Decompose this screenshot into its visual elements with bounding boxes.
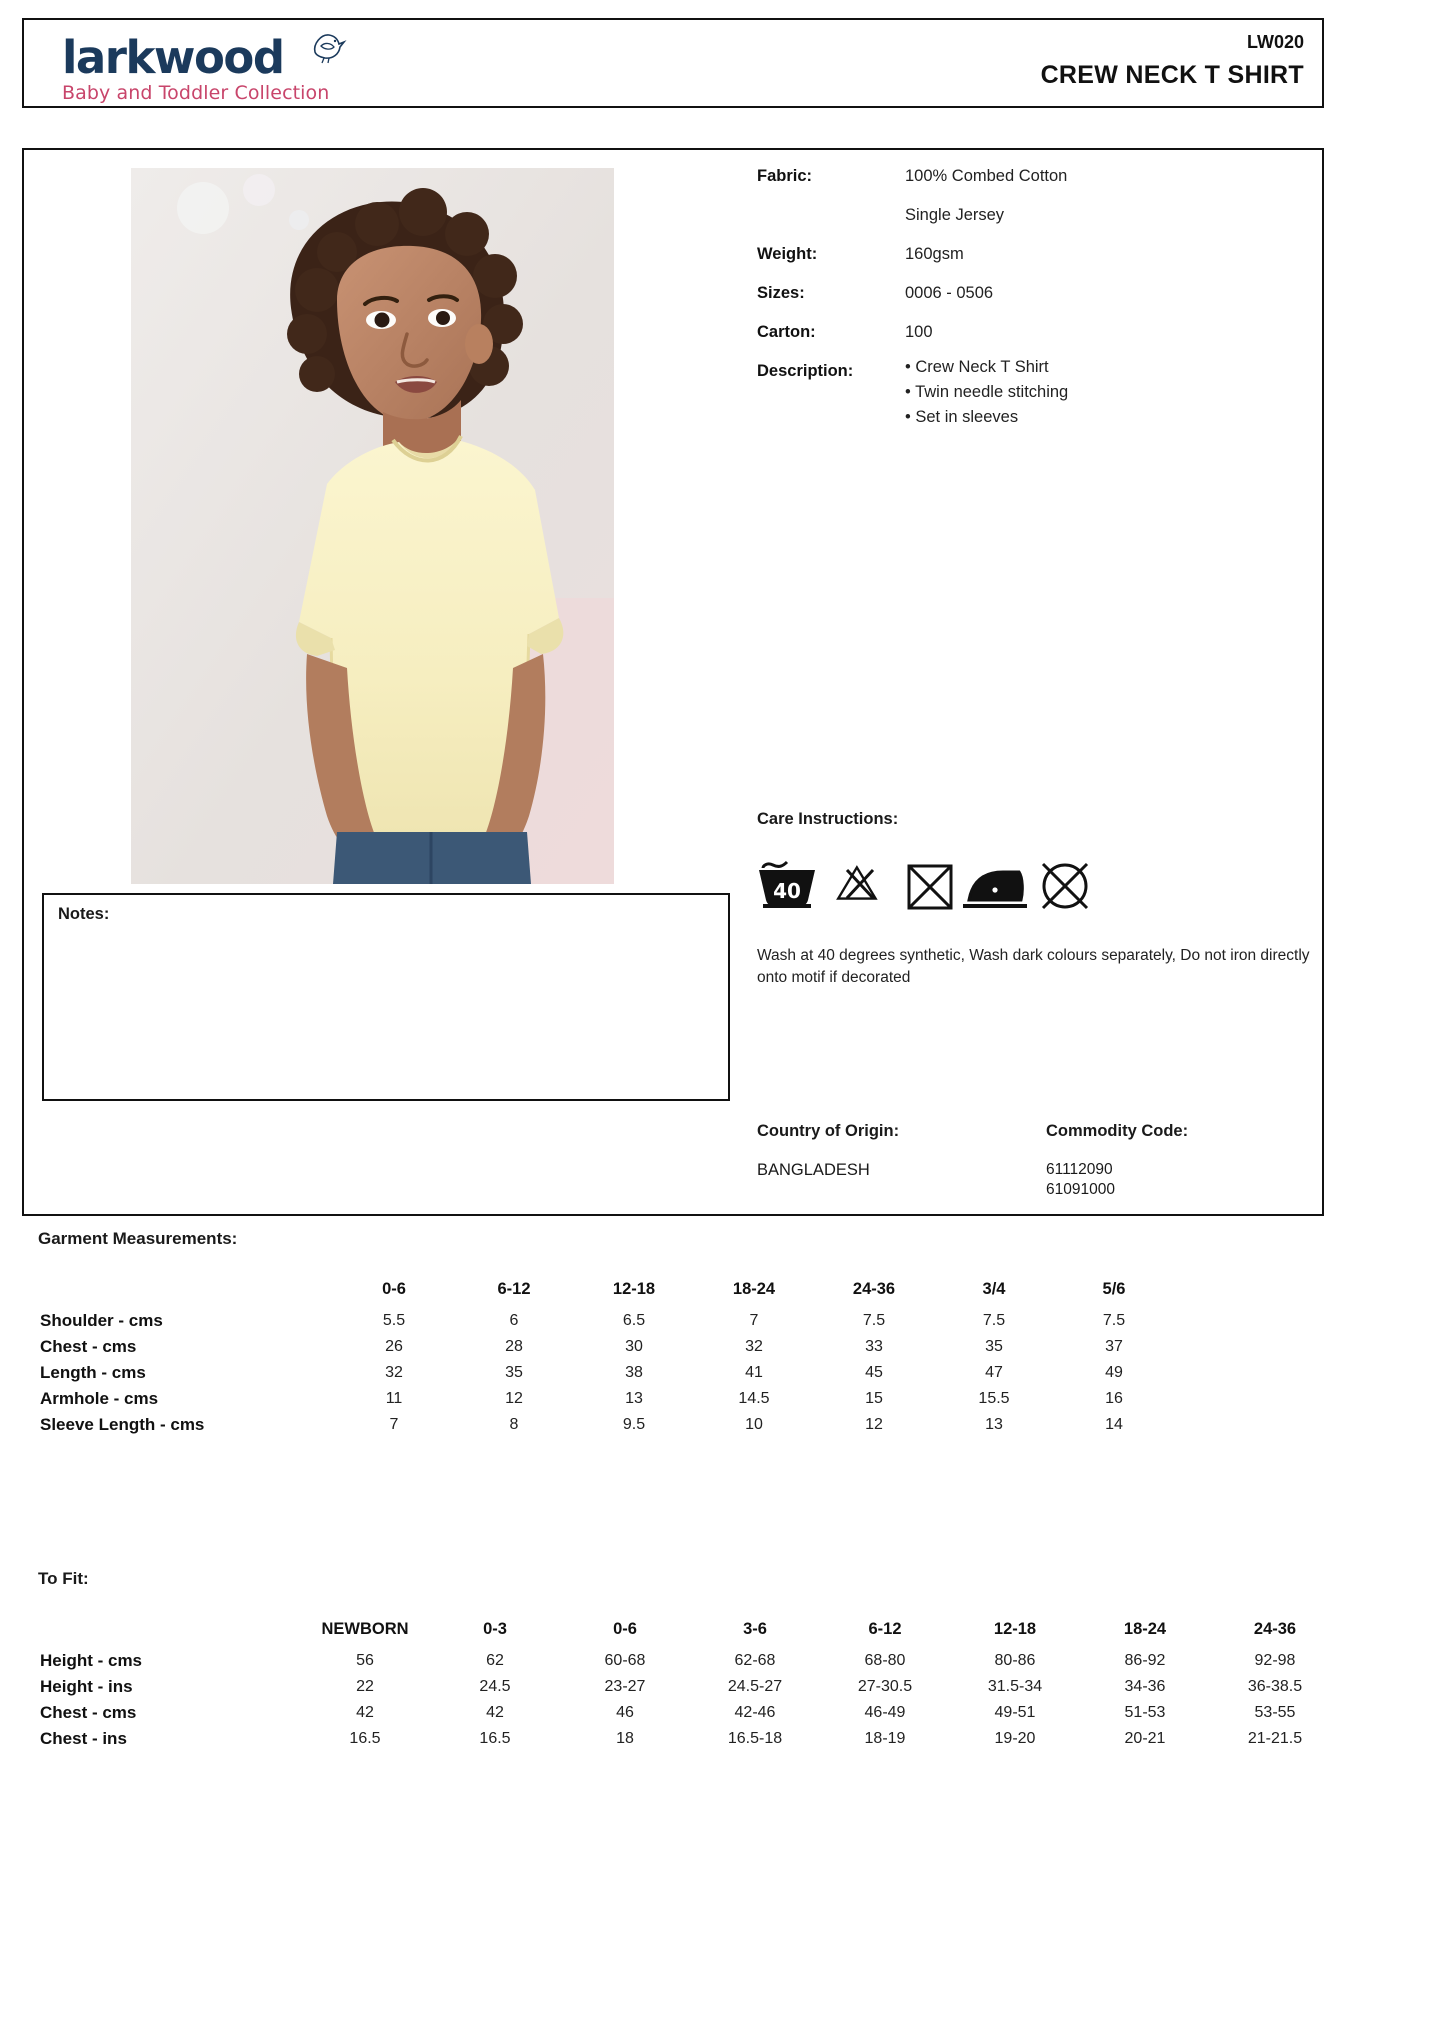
care-instructions-title: Care Instructions:	[757, 810, 899, 828]
gm-r3c6: 16	[1105, 1390, 1123, 1407]
table-row	[38, 1700, 1340, 1726]
sizes-value: 0006 - 0506	[905, 284, 994, 302]
country-of-origin-value: BANGLADESH	[757, 1161, 870, 1179]
fit-col-1: 0-3	[483, 1619, 507, 1638]
gm-r3c1: 12	[505, 1390, 523, 1407]
gm-r3c5: 15.5	[978, 1390, 1010, 1407]
fit-r1c5: 31.5-34	[987, 1678, 1043, 1695]
fabric-label: Fabric:	[757, 167, 813, 185]
page-header	[22, 18, 1324, 108]
gm-col-3: 18-24	[732, 1279, 776, 1298]
fit-r3c5: 19-20	[994, 1730, 1036, 1747]
spec-list	[757, 163, 1317, 384]
fit-r2c6: 51-53	[1124, 1704, 1166, 1721]
gm-row-1-label: Chest - cms	[40, 1337, 137, 1356]
table-row	[38, 1334, 1174, 1360]
fit-row-1-label: Height - ins	[40, 1677, 133, 1696]
gm-r0c5: 7.5	[982, 1312, 1006, 1329]
wash-40-synthetic-icon	[759, 862, 815, 906]
table-row	[38, 1648, 1340, 1674]
gm-r1c4: 33	[865, 1338, 883, 1355]
fit-r0c4: 68-80	[864, 1652, 906, 1669]
gm-r1c5: 35	[985, 1338, 1003, 1355]
description-bullet-3: • Set in sleeves	[905, 408, 1019, 426]
fit-r2c1: 42	[486, 1704, 504, 1721]
bird-icon	[309, 28, 347, 64]
spec-row-fabric	[757, 163, 1317, 189]
fit-col-2: 0-6	[613, 1619, 637, 1638]
fit-row-2-label: Chest - cms	[40, 1703, 137, 1722]
table-corner	[38, 1610, 300, 1648]
description-bullets	[905, 355, 1068, 430]
gm-r2c3: 41	[745, 1364, 763, 1381]
gm-r1c3: 32	[745, 1338, 763, 1355]
do-not-dry-clean-icon	[1043, 864, 1087, 908]
gm-r4c3: 10	[745, 1416, 763, 1433]
fabric-value-2: Single Jersey	[905, 206, 1005, 224]
gm-r4c2: 9.5	[622, 1416, 646, 1433]
fit-col-5: 12-18	[993, 1619, 1037, 1638]
fit-r0c5: 80-86	[994, 1652, 1036, 1669]
notes-label: Notes:	[58, 905, 110, 923]
table-row	[38, 1412, 1174, 1438]
table-header-row	[38, 1270, 1174, 1308]
notes-box[interactable]	[42, 893, 730, 1101]
fit-col-4: 6-12	[868, 1619, 902, 1638]
gm-row-2-label: Length - cms	[40, 1363, 146, 1382]
fit-r1c2: 23-27	[604, 1678, 646, 1695]
fit-r3c6: 20-21	[1124, 1730, 1166, 1747]
gm-r0c3: 7	[749, 1312, 759, 1329]
gm-col-2: 12-18	[612, 1279, 656, 1298]
sizes-label: Sizes:	[757, 284, 805, 302]
fit-r2c4: 46-49	[864, 1704, 906, 1721]
gm-r4c5: 13	[985, 1416, 1003, 1433]
brand-logo	[62, 32, 329, 104]
fit-r3c4: 18-19	[864, 1730, 906, 1747]
fit-r3c0: 16.5	[349, 1730, 381, 1747]
gm-r1c6: 37	[1105, 1338, 1123, 1355]
gm-row-0-label: Shoulder - cms	[40, 1311, 163, 1330]
gm-r3c3: 14.5	[738, 1390, 770, 1407]
gm-row-3-label: Armhole - cms	[40, 1389, 159, 1408]
table-row	[38, 1674, 1340, 1700]
fit-r0c2: 60-68	[604, 1652, 646, 1669]
gm-r2c5: 47	[985, 1364, 1003, 1381]
fit-r2c0: 42	[356, 1704, 374, 1721]
description-label: Description:	[757, 362, 854, 380]
fit-r1c0: 22	[356, 1678, 374, 1695]
fit-r3c7: 21-21.5	[1247, 1730, 1303, 1747]
fit-r0c6: 86-92	[1124, 1652, 1166, 1669]
gm-r3c2: 13	[625, 1390, 643, 1407]
fit-r2c3: 42-46	[734, 1704, 776, 1721]
gm-col-5: 3/4	[982, 1279, 1006, 1298]
gm-r4c0: 7	[389, 1416, 399, 1433]
description-bullet-2: • Twin needle stitching	[905, 383, 1069, 401]
fit-row-3-label: Chest - ins	[40, 1729, 127, 1748]
gm-col-6: 5/6	[1102, 1279, 1126, 1298]
fit-r0c1: 62	[486, 1652, 504, 1669]
fit-r1c4: 27-30.5	[857, 1678, 913, 1695]
gm-r2c0: 32	[385, 1364, 403, 1381]
country-of-origin-label: Country of Origin:	[757, 1122, 900, 1140]
fit-r2c7: 53-55	[1254, 1704, 1296, 1721]
to-fit-title: To Fit:	[38, 1569, 89, 1588]
fit-row-0-label: Height - cms	[40, 1651, 143, 1670]
table-row	[38, 1726, 1340, 1752]
gm-r4c6: 14	[1105, 1416, 1123, 1433]
description-bullet-1: • Crew Neck T Shirt	[905, 358, 1049, 376]
gm-r1c2: 30	[625, 1338, 643, 1355]
fit-r3c1: 16.5	[479, 1730, 511, 1747]
fit-r0c0: 56	[356, 1652, 374, 1669]
fit-r1c3: 24.5-27	[727, 1678, 783, 1695]
gm-col-4: 24-36	[852, 1279, 896, 1298]
gm-r1c1: 28	[505, 1338, 523, 1355]
table-row	[38, 1386, 1174, 1412]
commodity-code-label: Commodity Code:	[1046, 1122, 1189, 1140]
fit-r1c7: 36-38.5	[1247, 1678, 1303, 1695]
brand-tagline: Baby and Toddler Collection	[62, 82, 330, 104]
fit-col-7: 24-36	[1253, 1619, 1297, 1638]
garment-measurements-table	[38, 1270, 1174, 1438]
gm-r0c0: 5.5	[382, 1312, 406, 1329]
gm-r2c2: 38	[625, 1364, 643, 1381]
table-header-row	[38, 1610, 1340, 1648]
gm-r0c4: 7.5	[862, 1312, 886, 1329]
weight-label: Weight:	[757, 245, 818, 263]
gm-r3c4: 15	[865, 1390, 883, 1407]
garment-measurements-title: Garment Measurements:	[38, 1229, 238, 1248]
iron-low-icon	[963, 872, 1027, 906]
fit-col-0: NEWBORN	[321, 1619, 409, 1638]
spec-row-sizes	[757, 280, 1317, 306]
do-not-bleach-icon	[838, 867, 875, 898]
do-not-tumble-dry-icon	[909, 866, 951, 908]
weight-value: 160gsm	[905, 245, 964, 263]
care-instructions-text: Wash at 40 degrees synthetic, Wash dark colours separately, Do not iron directly onto motif if decorated	[757, 947, 1310, 986]
gm-r2c6: 49	[1105, 1364, 1123, 1381]
gm-col-1: 6-12	[497, 1279, 531, 1298]
gm-r4c1: 8	[509, 1416, 519, 1433]
fit-r1c1: 24.5	[479, 1678, 511, 1695]
spec-row-fabric-2	[757, 202, 1317, 228]
gm-r3c0: 11	[385, 1390, 403, 1407]
gm-r0c2: 6.5	[622, 1312, 646, 1329]
care-icons	[757, 848, 1297, 910]
commodity-code-value	[1046, 1160, 1115, 1200]
carton-label: Carton:	[757, 323, 816, 341]
to-fit-table	[38, 1610, 1340, 1752]
fit-r2c5: 49-51	[994, 1704, 1036, 1721]
gm-r0c1: 6	[509, 1312, 519, 1329]
gm-r2c1: 35	[505, 1364, 523, 1381]
fit-r0c7: 92-98	[1254, 1652, 1296, 1669]
product-code: LW020	[1246, 32, 1304, 52]
commodity-code-2: 61091000	[1046, 1181, 1115, 1198]
carton-value: 100	[905, 323, 933, 341]
svg-text:40: 40	[773, 879, 801, 903]
table-corner	[38, 1270, 334, 1308]
product-photo	[131, 168, 614, 884]
gm-r1c0: 26	[385, 1338, 403, 1355]
gm-r4c4: 12	[865, 1416, 883, 1433]
fit-col-6: 18-24	[1123, 1619, 1167, 1638]
fit-col-3: 3-6	[743, 1619, 767, 1638]
table-row	[38, 1308, 1174, 1334]
gm-r0c6: 7.5	[1102, 1312, 1126, 1329]
brand-name: larkwood	[62, 31, 284, 84]
fit-r3c2: 18	[616, 1730, 634, 1747]
gm-col-0: 0-6	[382, 1279, 406, 1298]
gm-row-4-label: Sleeve Length - cms	[40, 1415, 205, 1434]
commodity-code-1: 61112090	[1046, 1161, 1113, 1178]
fit-r2c2: 46	[616, 1704, 634, 1721]
fit-r0c3: 62-68	[734, 1652, 776, 1669]
table-row	[38, 1360, 1174, 1386]
spec-row-weight	[757, 241, 1317, 267]
fit-r1c6: 34-36	[1124, 1678, 1166, 1695]
product-title: CREW NECK T SHIRT	[1040, 61, 1304, 89]
fit-r3c3: 16.5-18	[727, 1730, 783, 1747]
spec-row-carton	[757, 319, 1317, 345]
gm-r2c4: 45	[865, 1364, 883, 1381]
fabric-value: 100% Combed Cotton	[905, 167, 1068, 185]
